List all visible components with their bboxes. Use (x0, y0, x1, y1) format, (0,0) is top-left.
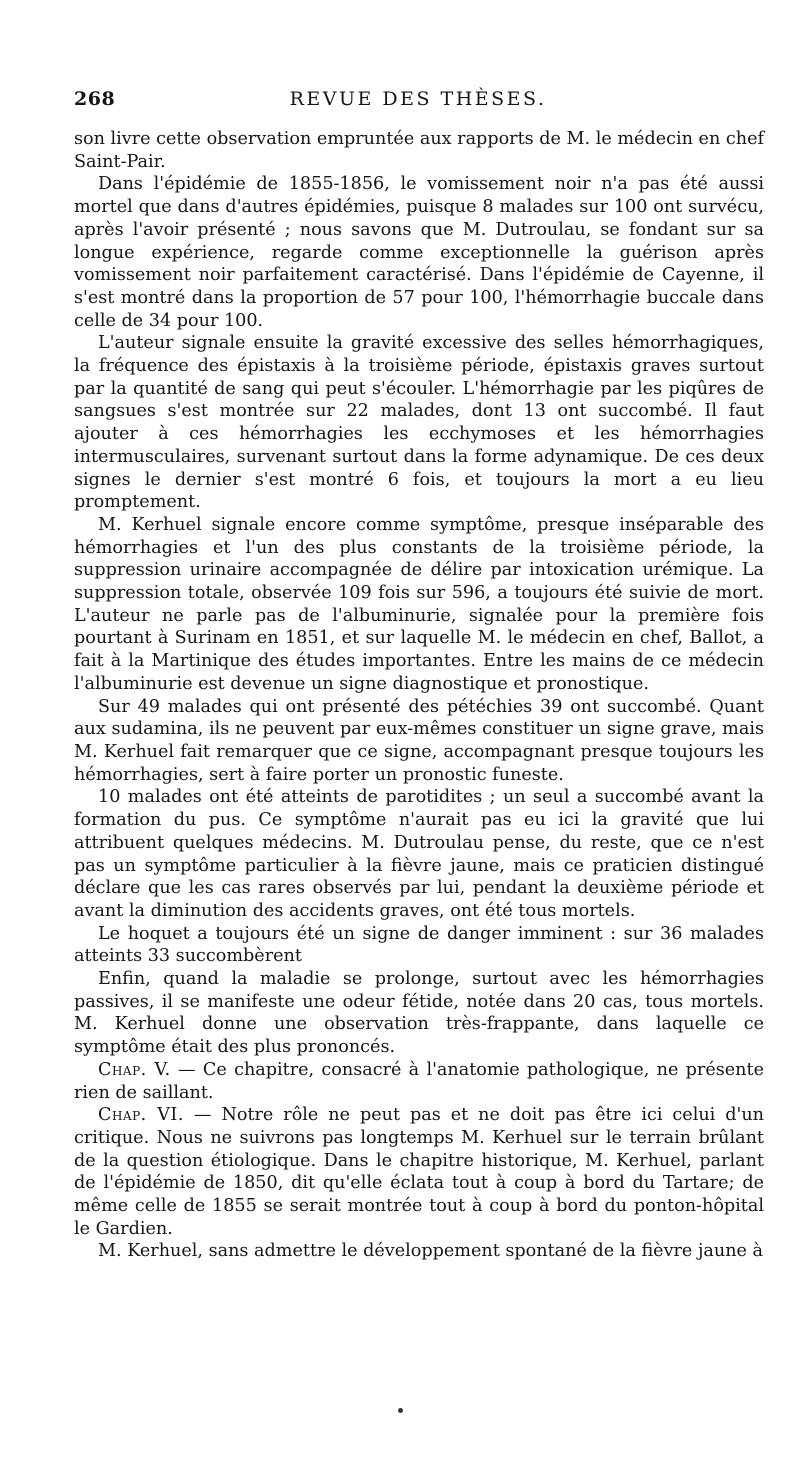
paragraph (74, 923, 764, 968)
paragraph-text: Enfin, quand la maladie se prolonge, surtout avec les hémorrhagies passives, il se manifeste une odeur fétide, notée dans 20 cas, tous mortels. M. Kerhuel donne une observation très-frappante, dans laquelle ce symptôme était des plus prononcés. (74, 969, 764, 1058)
paragraph-text: — Notre rôle ne peut pas et ne doit pas être ici celui d'un critique. Nous ne suivrons pas longtemps M. Kerhuel sur le terrain brûlant de la question étiologique. Dans le chapitre historique, M. Kerhuel, parlant de l'épidémie de 1850, dit qu'elle éclata tout à coup à bord du Tartare; de même celle de 1855 se serait montrée tout à coup à bord du ponton-hôpital le Gardien. (74, 1105, 764, 1239)
paragraph (74, 968, 764, 1059)
paragraph-text: M. Kerhuel signale encore comme symptôme, presque inséparable des hémorrhagies et l'un des plus constants de la troisième période, la suppression urinaire accompagnée de délire par intoxication urémique. La suppression totale, observée 109 fois sur 596, a toujours été suivie de mort. L'auteur ne parle pas de l'albuminurie, signalée pour la première fois pourtant à Surinam en 1851, et sur laquelle M. le médecin en chef, Ballot, a fait à la Martinique des études importantes. Entre les mains de ce médecin l'albuminurie est devenue un signe diagnostique et pronostique. (74, 514, 764, 694)
paragraph-text: son livre cette observation empruntée aux rapports de M. le médecin en chef Saint-Pair. (74, 129, 764, 172)
paragraph (74, 786, 764, 922)
paragraph (74, 1059, 764, 1104)
running-head: REVUE DES THÈSES. (289, 88, 547, 110)
paragraph-text: 10 malades ont été atteints de parotidites ; un seul a succombé avant la formation du pus. Ce symptôme n'aurait pas eu ici la gravité que lui attribuent quelques médecins. M. Dutroulau pense, du reste, que ce n'est pas un symptôme particulier à la fièvre jaune, mais ce praticien distingué déclare que les cas rares observés par lui, pendant la deuxième période et avant la diminution des accidents graves, ont été tous mortels. (74, 787, 764, 921)
paragraph (74, 696, 764, 787)
paragraph-text: L'auteur signale ensuite la gravité excessive des selles hémorrhagiques, la fréquence des épistaxis à la troisième période, épistaxis graves surtout par la quantité de sang qui peut s'écouler. L'hémorrhagie par les piqûres de sangsues s'est montrée sur 22 malades, dont 13 ont succombé. Il faut ajouter à ces hémorrhagies les ecchymoses et les hémorrhagies intermusculaires, survenant surtout dans la forme adynamique. De ces deux signes le dernier s'est montré 6 fois, et toujours la mort a eu lieu promptement. (74, 333, 764, 513)
chapter-label: Chap. V. (98, 1059, 171, 1080)
body-text (74, 128, 764, 1263)
paragraph (74, 514, 764, 696)
paragraph (74, 173, 764, 332)
page-header (74, 88, 762, 118)
paragraph (74, 128, 764, 173)
paragraph (74, 1240, 764, 1263)
page-number: 268 (74, 88, 116, 110)
paragraph (74, 1104, 764, 1240)
paragraph-text: Sur 49 malades qui ont présenté des pétéchies 39 ont succombé. Quant aux sudamina, ils ne peuvent par eux-mêmes constituer un signe grave, mais M. Kerhuel fait remarquer que ce signe, accompagnant presque toujours les hémorrhagies, sert à faire porter un pronostic funeste. (74, 696, 764, 785)
paragraph-text: — Ce chapitre, consacré à l'anatomie pathologique, ne présente rien de saillant. (74, 1059, 764, 1103)
paragraph-text: Le hoquet a toujours été un signe de danger imminent : sur 36 malades atteints 33 succombèrent (74, 923, 764, 967)
paragraph-text: Dans l'épidémie de 1855-1856, le vomissement noir n'a pas été aussi mortel que dans d'autres épidémies, puisque 8 malades sur 100 ont survécu, après l'avoir présenté ; nous savons que M. Dutroulau, se fondant sur sa longue expérience, regarde comme exceptionnelle la guérison après vomissement noir parfaitement caractérisé. Dans l'épidémie de Cayenne, il s'est montré dans la proportion de 57 pour 100, l'hémorrhagie buccale dans celle de 34 pour 100. (74, 174, 764, 331)
paragraph-text: M. Kerhuel, sans admettre le développement spontané de la fièvre jaune à (98, 1241, 764, 1262)
chapter-label: Chap. VI. (98, 1105, 184, 1126)
paragraph (74, 332, 764, 514)
ink-dot (398, 1408, 403, 1413)
